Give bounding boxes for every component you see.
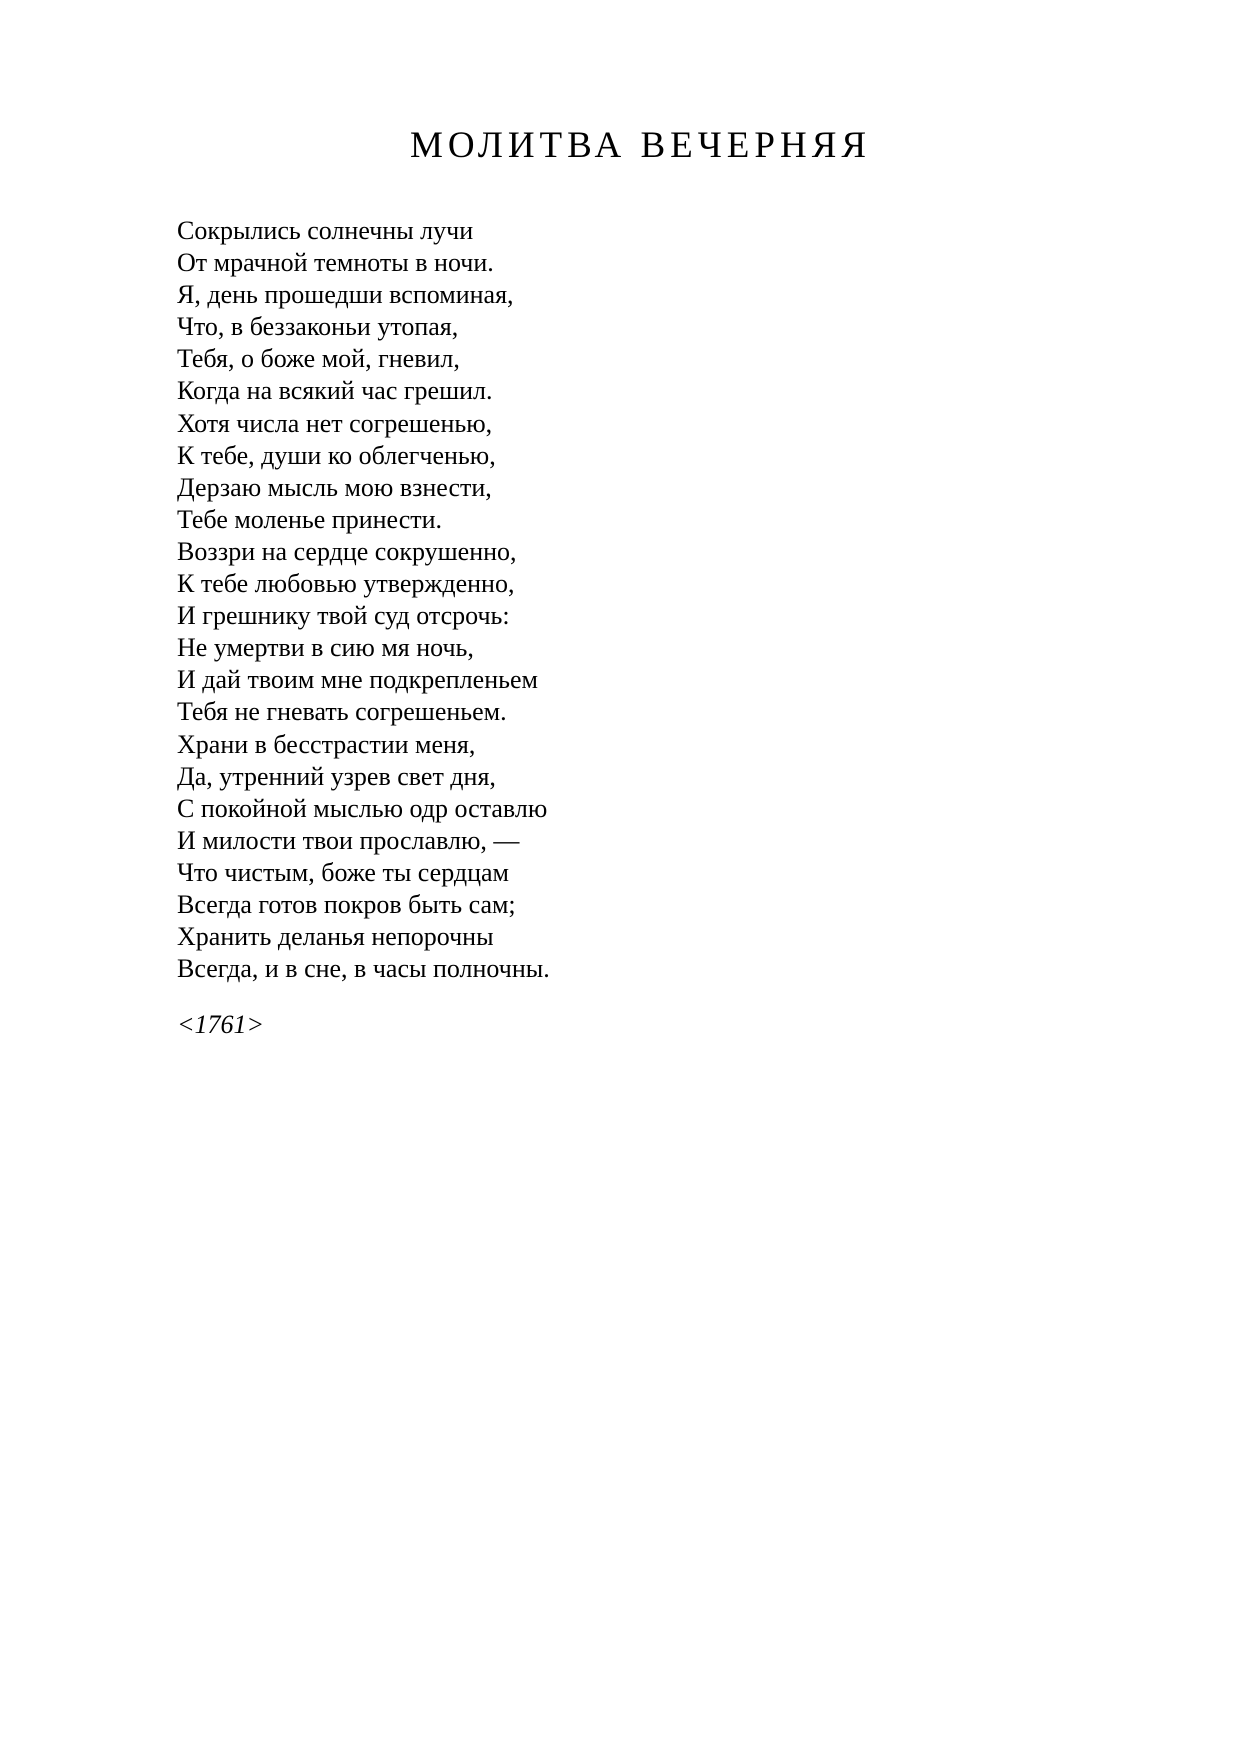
- poem-line: Да, утренний узрев свет дня,: [177, 761, 496, 791]
- poem-line: Дерзаю мысль мою взнести,: [177, 472, 492, 502]
- poem-line: Хотя числа нет согрешенью,: [177, 408, 493, 438]
- poem-line: Тебе моленье принести.: [177, 504, 443, 534]
- poem-line: Когда на всякий час грешил.: [177, 376, 493, 406]
- poem-line: Тебя не гневать согрешеньем.: [177, 697, 507, 727]
- poem-line: Что, в беззаконьи утопая,: [177, 312, 459, 342]
- poem-line: Не умертви в сию мя ночь,: [177, 633, 474, 663]
- poem-line: И милости твои прославлю, —: [177, 825, 520, 855]
- poem-line: К тебе, души ко облегченью,: [177, 440, 496, 470]
- poem-line: И грешнику твой суд отсрочь:: [177, 601, 510, 631]
- poem-title: МОЛИТВА ВЕЧЕРНЯЯ: [409, 125, 872, 166]
- poem-date: <1761>: [177, 1010, 265, 1039]
- poem-line: Сокрылись солнечны лучи: [177, 216, 474, 245]
- poem-line: Воззри на сердце сокрушенно,: [177, 536, 517, 566]
- poem-line: Всегда готов покров быть сам;: [177, 889, 516, 919]
- poem-line: К тебе любовью утвержденно,: [177, 569, 515, 599]
- poem-line: Хранить деланья непорочны: [177, 922, 494, 952]
- poem-line: И дай твоим мне подкрепленьем: [177, 665, 538, 695]
- poem-line: Всегда, и в сне, в часы полночны.: [177, 954, 550, 984]
- poem-line: Я, день прошедши вспоминая,: [177, 280, 514, 310]
- poem-line: От мрачной темноты в ночи.: [177, 248, 494, 278]
- poem-line: Что чистым, боже ты сердцам: [177, 857, 509, 887]
- poem-body: [177, 215, 550, 985]
- poem-line: Храни в бесстрастии меня,: [177, 729, 476, 759]
- poem-line: Тебя, о боже мой, гневил,: [177, 344, 460, 374]
- poem-line: С покойной мыслью одр оставлю: [177, 793, 548, 823]
